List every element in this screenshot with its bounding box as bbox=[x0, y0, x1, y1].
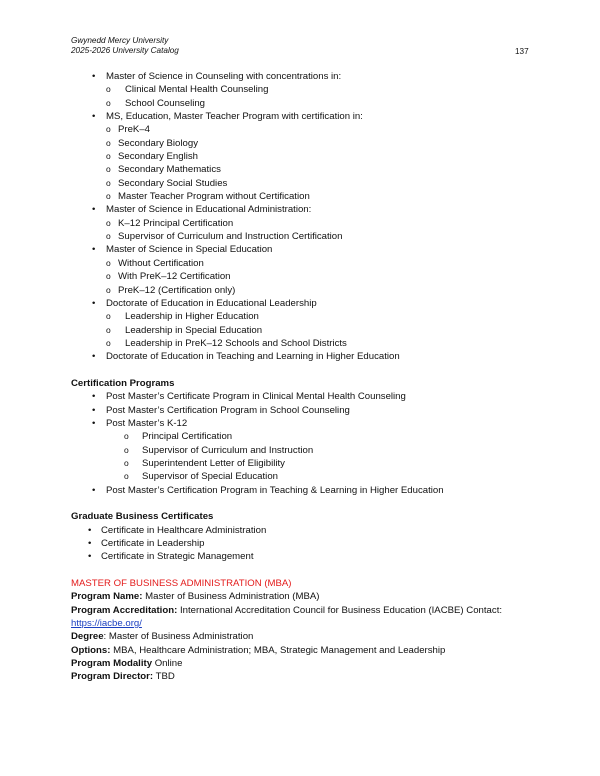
list-item: • MS, Education, Master Teacher Program with certification in: bbox=[71, 110, 541, 123]
list-item: • Master of Science in Educational Administration: bbox=[71, 203, 541, 216]
sub-list-item: o Secondary Mathematics bbox=[71, 163, 541, 176]
university-name: Gwynedd Mercy University bbox=[71, 36, 169, 45]
sub-list-item: o Leadership in Higher Education bbox=[71, 310, 541, 323]
sub-list-item: o Clinical Mental Health Counseling bbox=[71, 83, 541, 96]
page-number: 137 bbox=[515, 47, 529, 56]
sub-list-item: o Supervisor of Curriculum and Instruction Certification bbox=[71, 230, 541, 243]
list-item: • Certificate in Leadership bbox=[71, 537, 541, 550]
sub-list-item: o Principal Certification bbox=[71, 430, 541, 443]
certification-section bbox=[71, 377, 541, 497]
list-item: • Doctorate of Education in Educational Leadership bbox=[71, 297, 541, 310]
list-item: • Master of Science in Special Education bbox=[71, 243, 541, 256]
options-row bbox=[71, 644, 541, 657]
running-header bbox=[71, 36, 179, 56]
section-heading: Certification Programs bbox=[71, 377, 175, 389]
list-item: • Master of Science in Counseling with concentrations in: bbox=[71, 70, 541, 83]
business-section bbox=[71, 510, 541, 563]
iacbe-link[interactable]: https://iacbe.org/ bbox=[71, 618, 142, 630]
sub-list-item: o Secondary English bbox=[71, 150, 541, 163]
sub-list-item: o School Counseling bbox=[71, 97, 541, 110]
sub-list-item: o Supervisor of Curriculum and Instruction bbox=[71, 444, 541, 457]
accreditation-label: Program Accreditation: bbox=[71, 604, 178, 616]
program-name-row bbox=[71, 590, 541, 603]
modality-row bbox=[71, 657, 541, 670]
section-heading: Graduate Business Certificates bbox=[71, 511, 214, 523]
degree-label: Degree bbox=[71, 631, 104, 643]
sub-list-item: o Leadership in PreK–12 Schools and School Districts bbox=[71, 337, 541, 350]
accreditation-link-row bbox=[71, 617, 541, 630]
list-item: • Post Master’s Certification Program in Teaching & Learning in Higher Education bbox=[71, 484, 541, 497]
sub-list-item: o Secondary Biology bbox=[71, 137, 541, 150]
page-content bbox=[71, 70, 541, 684]
sub-list-item: o Master Teacher Program without Certification bbox=[71, 190, 541, 203]
options-value: MBA, Healthcare Administration; MBA, Strategic Management and Leadership bbox=[113, 644, 446, 656]
list-item: • Post Master’s Certification Program in School Counseling bbox=[71, 404, 541, 417]
list-item: • Doctorate of Education in Teaching and Learning in Higher Education bbox=[71, 350, 541, 363]
sub-list-item: o Without Certification bbox=[71, 257, 541, 270]
options-label: Options: bbox=[71, 644, 111, 656]
modality-value: Online bbox=[154, 658, 183, 670]
degree-value: : Master of Business Administration bbox=[103, 631, 254, 643]
list-item: • Certificate in Healthcare Administration bbox=[71, 524, 541, 537]
sub-list-item: o K–12 Principal Certification bbox=[71, 217, 541, 230]
sub-list-item: o Supervisor of Special Education bbox=[71, 470, 541, 483]
sub-list-item: o PreK–12 (Certification only) bbox=[71, 284, 541, 297]
director-label: Program Director: bbox=[71, 671, 154, 683]
sub-list-item: o Leadership in Special Education bbox=[71, 324, 541, 337]
mba-title: MASTER OF BUSINESS ADMINISTRATION (MBA) bbox=[71, 578, 292, 590]
sub-list-item: o With PreK–12 Certification bbox=[71, 270, 541, 283]
sub-list-item: o PreK–4 bbox=[71, 123, 541, 136]
mba-section bbox=[71, 577, 541, 684]
graduate-program-list bbox=[71, 70, 541, 364]
sub-list-item: o Secondary Social Studies bbox=[71, 177, 541, 190]
list-item: • Post Master’s K-12 bbox=[71, 417, 541, 430]
sub-list-item: o Superintendent Letter of Eligibility bbox=[71, 457, 541, 470]
modality-label: Program Modality bbox=[71, 658, 153, 670]
degree-row bbox=[71, 630, 541, 643]
accreditation-row bbox=[71, 604, 541, 617]
director-row bbox=[71, 670, 541, 683]
program-name-label: Program Name: bbox=[71, 591, 143, 603]
catalog-title: 2025-2026 University Catalog bbox=[71, 46, 179, 55]
accreditation-value: International Accreditation Council for Business Education (IACBE) Contact: bbox=[179, 604, 503, 616]
list-item: • Post Master’s Certificate Program in Clinical Mental Health Counseling bbox=[71, 390, 541, 403]
program-name-value: Master of Business Administration (MBA) bbox=[145, 591, 320, 603]
list-item: • Certificate in Strategic Management bbox=[71, 550, 541, 563]
director-value: TBD bbox=[155, 671, 175, 683]
